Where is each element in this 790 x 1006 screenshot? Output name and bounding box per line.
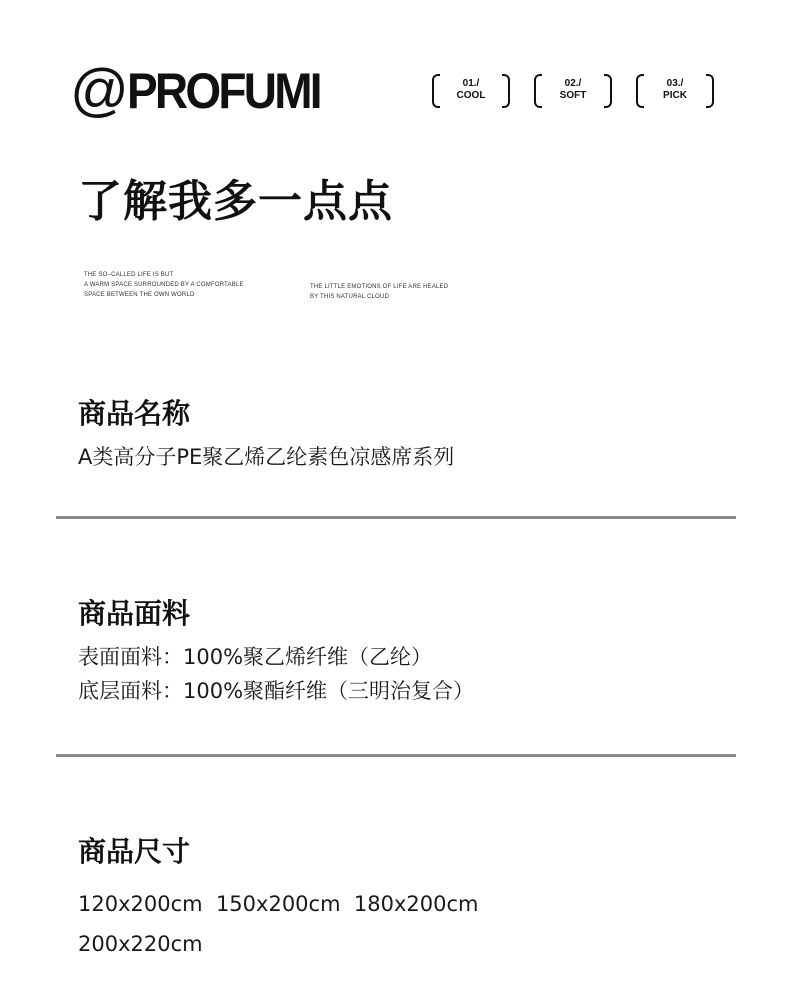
tag-word: PICK bbox=[663, 90, 687, 101]
tag-number: 03./ bbox=[666, 78, 684, 89]
tag-number: 02./ bbox=[564, 78, 582, 89]
divider bbox=[56, 516, 736, 519]
section-title: 商品面料 bbox=[78, 597, 191, 630]
tagline-line: A WARM SPACE SURROUNDED BY A COMFORTABLE bbox=[84, 282, 244, 288]
page-headline: 了解我多一点点 bbox=[78, 176, 393, 227]
tagline-right bbox=[310, 282, 448, 302]
brand-logo bbox=[70, 58, 336, 123]
section-size bbox=[78, 832, 479, 964]
tag-number: 01./ bbox=[462, 78, 480, 89]
section-fabric bbox=[78, 594, 474, 708]
tag-cool bbox=[432, 72, 510, 108]
tagline-left bbox=[84, 270, 244, 300]
section-text: 表面面料：100%聚乙烯纤维（乙纶） bbox=[78, 645, 433, 669]
tagline-line: THE SO–CALLED LIFE IS BUT bbox=[84, 272, 174, 278]
logo-wordmark: PROFUMI bbox=[126, 63, 320, 119]
section-text: 120x200cm 150x200cm 180x200cm bbox=[78, 892, 479, 916]
section-text: 底层面料：100%聚酯纤维（三明治复合） bbox=[78, 679, 475, 703]
tagline-line: SPACE BETWEEN THE OWN WORLD bbox=[84, 292, 195, 298]
divider bbox=[56, 754, 736, 757]
section-text: 200x220cm bbox=[78, 932, 203, 956]
tag-pick bbox=[636, 72, 714, 108]
tag-soft bbox=[534, 72, 612, 108]
tagline-line: BY THIS NATURAL CLOUD bbox=[310, 294, 389, 300]
section-title: 商品名称 bbox=[78, 397, 191, 430]
section-product-name bbox=[78, 394, 454, 474]
tagline-line: THE LITTLE EMOTIONS OF LIFE ARE HEALED bbox=[310, 284, 449, 290]
logo-at-symbol: @ bbox=[70, 58, 127, 123]
tag-word: COOL bbox=[456, 90, 486, 101]
section-title: 商品尺寸 bbox=[78, 835, 191, 868]
feature-tags bbox=[432, 72, 714, 108]
section-text: A类高分子PE聚乙烯乙纶素色凉感席系列 bbox=[78, 445, 455, 469]
tag-word: SOFT bbox=[559, 90, 587, 101]
